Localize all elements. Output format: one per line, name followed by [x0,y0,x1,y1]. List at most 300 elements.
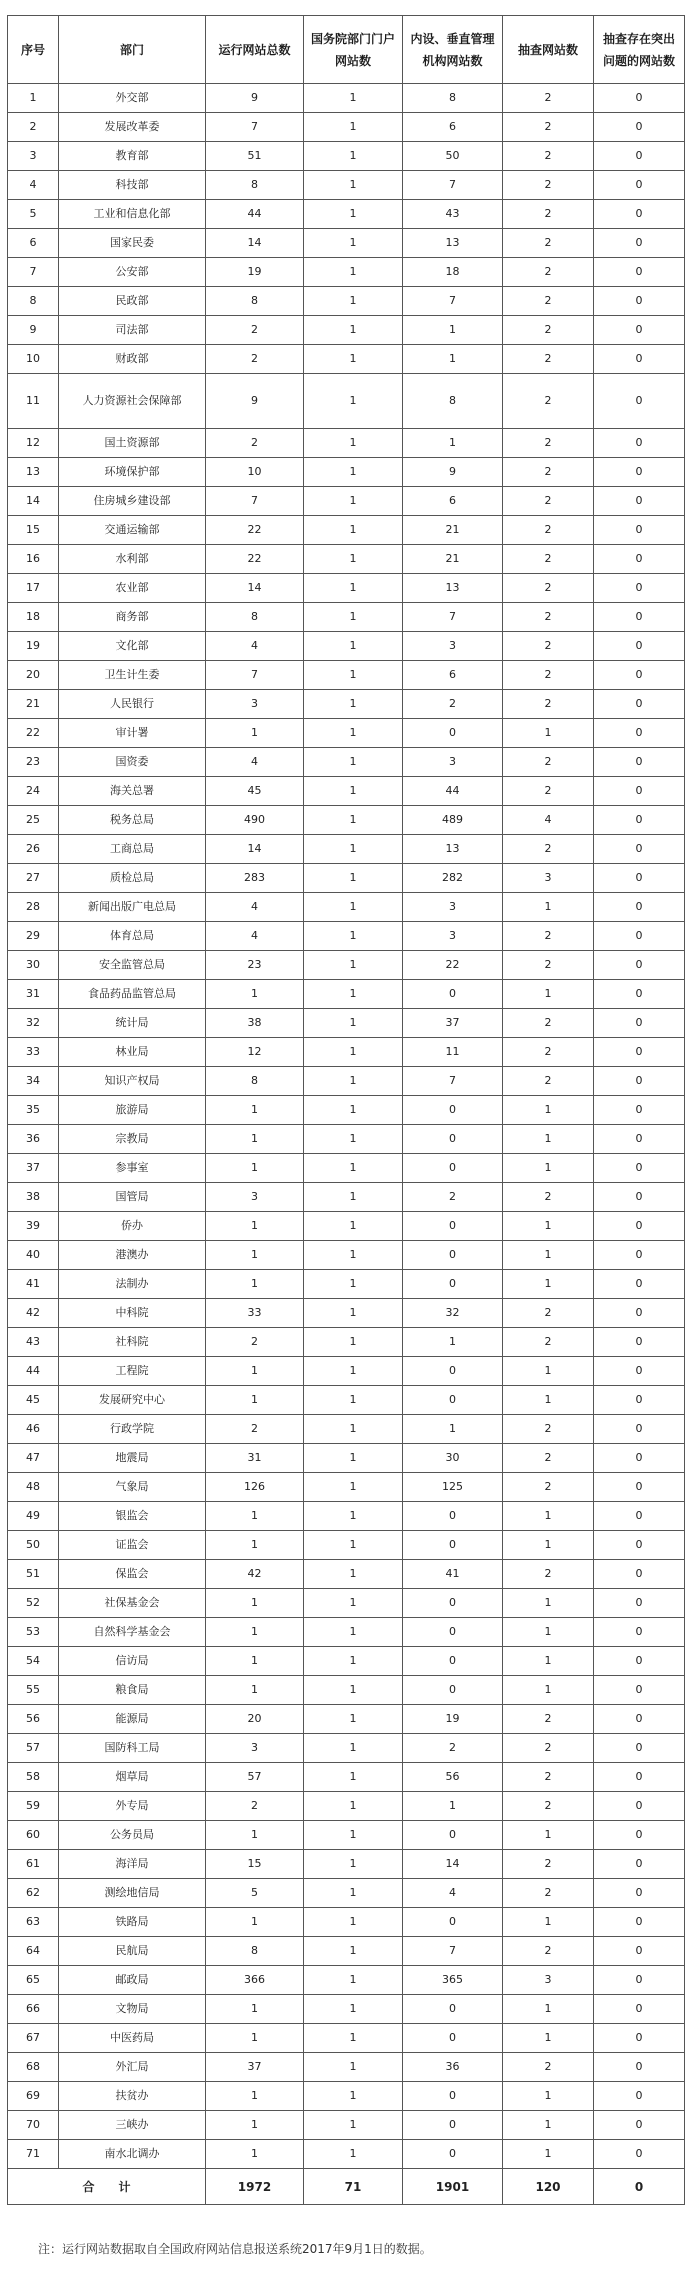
cell-running-sites: 23 [206,951,304,980]
cell-sampled-sites: 1 [503,1531,594,1560]
cell-subordinate-sites: 0 [403,2140,503,2169]
cell-portal-sites: 1 [304,1473,403,1502]
header-running-sites: 运行网站总数 [206,16,304,84]
cell-running-sites: 1 [206,1125,304,1154]
table-row [8,632,685,661]
cell-subordinate-sites: 125 [403,1473,503,1502]
table-footer [8,2169,685,2205]
cell-index: 10 [8,345,59,374]
cell-index: 1 [8,84,59,113]
cell-running-sites: 14 [206,229,304,258]
cell-portal-sites: 1 [304,1850,403,1879]
cell-problem-sites: 0 [594,1676,685,1705]
cell-department: 公务员局 [59,1821,206,1850]
cell-index: 3 [8,142,59,171]
cell-portal-sites: 1 [304,1937,403,1966]
cell-index: 23 [8,748,59,777]
cell-department: 新闻出版广电总局 [59,893,206,922]
cell-subordinate-sites: 0 [403,1676,503,1705]
cell-sampled-sites: 1 [503,1908,594,1937]
cell-portal-sites: 1 [304,1502,403,1531]
table-row [8,1966,685,1995]
cell-subordinate-sites: 6 [403,113,503,142]
table-row [8,1618,685,1647]
cell-index: 11 [8,374,59,429]
cell-index: 65 [8,1966,59,1995]
cell-department: 科技部 [59,171,206,200]
cell-subordinate-sites: 36 [403,2053,503,2082]
cell-index: 26 [8,835,59,864]
cell-subordinate-sites: 1 [403,345,503,374]
cell-running-sites: 9 [206,84,304,113]
cell-department: 银监会 [59,1502,206,1531]
cell-department: 民航局 [59,1937,206,1966]
cell-problem-sites: 0 [594,1937,685,1966]
total-sampled-sites: 120 [503,2169,594,2205]
table-row [8,1125,685,1154]
cell-department: 南水北调办 [59,2140,206,2169]
table-row [8,1531,685,1560]
cell-index: 62 [8,1879,59,1908]
table-row [8,2140,685,2169]
cell-index: 41 [8,1270,59,1299]
table-row [8,574,685,603]
cell-portal-sites: 1 [304,1618,403,1647]
cell-department: 中科院 [59,1299,206,1328]
table-row [8,374,685,429]
cell-portal-sites: 1 [304,229,403,258]
cell-sampled-sites: 2 [503,1850,594,1879]
table-row [8,2053,685,2082]
cell-running-sites: 4 [206,893,304,922]
total-problem-sites: 0 [594,2169,685,2205]
cell-portal-sites: 1 [304,1589,403,1618]
table-row [8,777,685,806]
cell-department: 工业和信息化部 [59,200,206,229]
cell-subordinate-sites: 7 [403,287,503,316]
cell-subordinate-sites: 0 [403,1589,503,1618]
table-row [8,835,685,864]
cell-index: 49 [8,1502,59,1531]
cell-portal-sites: 1 [304,2053,403,2082]
cell-portal-sites: 1 [304,1705,403,1734]
cell-index: 19 [8,632,59,661]
cell-subordinate-sites: 14 [403,1850,503,1879]
cell-running-sites: 31 [206,1444,304,1473]
cell-problem-sites: 0 [594,603,685,632]
cell-department: 发展研究中心 [59,1386,206,1415]
cell-problem-sites: 0 [594,1705,685,1734]
cell-department: 参事室 [59,1154,206,1183]
cell-subordinate-sites: 32 [403,1299,503,1328]
cell-problem-sites: 0 [594,258,685,287]
cell-portal-sites: 1 [304,287,403,316]
cell-running-sites: 51 [206,142,304,171]
cell-running-sites: 1 [206,2082,304,2111]
cell-department: 国家民委 [59,229,206,258]
table-row [8,1038,685,1067]
cell-department: 人民银行 [59,690,206,719]
cell-running-sites: 2 [206,1415,304,1444]
table-row [8,258,685,287]
cell-subordinate-sites: 2 [403,1183,503,1212]
cell-sampled-sites: 2 [503,458,594,487]
table-row [8,84,685,113]
cell-index: 4 [8,171,59,200]
cell-sampled-sites: 2 [503,287,594,316]
cell-subordinate-sites: 6 [403,487,503,516]
cell-sampled-sites: 1 [503,1241,594,1270]
cell-problem-sites: 0 [594,1444,685,1473]
cell-running-sites: 2 [206,345,304,374]
total-label: 合 计 [8,2169,206,2205]
cell-department: 地震局 [59,1444,206,1473]
cell-department: 自然科学基金会 [59,1618,206,1647]
cell-running-sites: 22 [206,545,304,574]
cell-problem-sites: 0 [594,1357,685,1386]
table-row [8,1444,685,1473]
cell-subordinate-sites: 0 [403,1154,503,1183]
cell-problem-sites: 0 [594,893,685,922]
cell-portal-sites: 1 [304,1763,403,1792]
cell-index: 5 [8,200,59,229]
cell-running-sites: 2 [206,1328,304,1357]
cell-problem-sites: 0 [594,2140,685,2169]
cell-problem-sites: 0 [594,545,685,574]
cell-sampled-sites: 1 [503,1386,594,1415]
cell-problem-sites: 0 [594,1850,685,1879]
cell-portal-sites: 1 [304,1096,403,1125]
cell-index: 42 [8,1299,59,1328]
footnote: 注：运行网站数据取自全国政府网站信息报送系统2017年9月1日的数据。 [38,2242,432,2256]
cell-department: 商务部 [59,603,206,632]
cell-running-sites: 283 [206,864,304,893]
cell-running-sites: 8 [206,603,304,632]
cell-portal-sites: 1 [304,545,403,574]
cell-problem-sites: 0 [594,864,685,893]
table-row [8,1792,685,1821]
cell-department: 港澳办 [59,1241,206,1270]
cell-running-sites: 1 [206,1212,304,1241]
cell-sampled-sites: 2 [503,84,594,113]
cell-problem-sites: 0 [594,113,685,142]
cell-subordinate-sites: 0 [403,1647,503,1676]
cell-problem-sites: 0 [594,1038,685,1067]
cell-department: 司法部 [59,316,206,345]
cell-index: 38 [8,1183,59,1212]
cell-subordinate-sites: 2 [403,690,503,719]
cell-portal-sites: 1 [304,1415,403,1444]
cell-running-sites: 5 [206,1879,304,1908]
cell-index: 24 [8,777,59,806]
cell-index: 59 [8,1792,59,1821]
cell-index: 61 [8,1850,59,1879]
cell-problem-sites: 0 [594,1125,685,1154]
cell-portal-sites: 1 [304,1531,403,1560]
cell-subordinate-sites: 8 [403,84,503,113]
table-row [8,748,685,777]
cell-portal-sites: 1 [304,1212,403,1241]
cell-portal-sites: 1 [304,951,403,980]
cell-department: 体育总局 [59,922,206,951]
cell-sampled-sites: 1 [503,1618,594,1647]
cell-index: 15 [8,516,59,545]
cell-running-sites: 1 [206,1096,304,1125]
cell-department: 国管局 [59,1183,206,1212]
cell-sampled-sites: 2 [503,2053,594,2082]
cell-subordinate-sites: 2 [403,1734,503,1763]
cell-problem-sites: 0 [594,922,685,951]
cell-index: 12 [8,429,59,458]
cell-subordinate-sites: 0 [403,2111,503,2140]
cell-portal-sites: 1 [304,1328,403,1357]
cell-running-sites: 22 [206,516,304,545]
cell-problem-sites: 0 [594,1734,685,1763]
cell-running-sites: 33 [206,1299,304,1328]
cell-portal-sites: 1 [304,835,403,864]
table-row [8,1386,685,1415]
cell-index: 31 [8,980,59,1009]
cell-portal-sites: 1 [304,1676,403,1705]
cell-portal-sites: 1 [304,374,403,429]
cell-subordinate-sites: 3 [403,893,503,922]
cell-sampled-sites: 1 [503,1995,594,2024]
cell-problem-sites: 0 [594,1009,685,1038]
cell-index: 21 [8,690,59,719]
cell-department: 保监会 [59,1560,206,1589]
table-row [8,429,685,458]
cell-problem-sites: 0 [594,487,685,516]
table-row [8,1995,685,2024]
cell-sampled-sites: 2 [503,835,594,864]
cell-index: 47 [8,1444,59,1473]
cell-index: 28 [8,893,59,922]
table-row [8,142,685,171]
cell-portal-sites: 1 [304,1009,403,1038]
cell-subordinate-sites: 1 [403,1792,503,1821]
cell-running-sites: 57 [206,1763,304,1792]
cell-problem-sites: 0 [594,1763,685,1792]
cell-index: 2 [8,113,59,142]
table-row [8,1328,685,1357]
cell-department: 海洋局 [59,1850,206,1879]
cell-sampled-sites: 2 [503,229,594,258]
cell-running-sites: 1 [206,1647,304,1676]
cell-department: 统计局 [59,1009,206,1038]
cell-sampled-sites: 1 [503,893,594,922]
cell-portal-sites: 1 [304,661,403,690]
cell-sampled-sites: 1 [503,719,594,748]
cell-department: 气象局 [59,1473,206,1502]
cell-running-sites: 1 [206,1908,304,1937]
cell-department: 发展改革委 [59,113,206,142]
cell-sampled-sites: 2 [503,1734,594,1763]
cell-subordinate-sites: 0 [403,1386,503,1415]
cell-portal-sites: 1 [304,893,403,922]
header-row [8,16,685,84]
cell-portal-sites: 1 [304,2140,403,2169]
cell-department: 粮食局 [59,1676,206,1705]
cell-problem-sites: 0 [594,316,685,345]
table-row [8,516,685,545]
cell-problem-sites: 0 [594,2111,685,2140]
cell-problem-sites: 0 [594,1212,685,1241]
cell-index: 33 [8,1038,59,1067]
cell-sampled-sites: 2 [503,1299,594,1328]
cell-subordinate-sites: 0 [403,719,503,748]
cell-department: 农业部 [59,574,206,603]
total-running-sites: 1972 [206,2169,304,2205]
cell-portal-sites: 1 [304,1879,403,1908]
cell-portal-sites: 1 [304,516,403,545]
total-row [8,2169,685,2205]
cell-sampled-sites: 2 [503,200,594,229]
cell-problem-sites: 0 [594,1473,685,1502]
cell-problem-sites: 0 [594,835,685,864]
cell-index: 29 [8,922,59,951]
table-row [8,200,685,229]
cell-portal-sites: 1 [304,1908,403,1937]
cell-department: 食品药品监管总局 [59,980,206,1009]
cell-department: 住房城乡建设部 [59,487,206,516]
cell-sampled-sites: 2 [503,1009,594,1038]
cell-running-sites: 38 [206,1009,304,1038]
cell-portal-sites: 1 [304,200,403,229]
cell-running-sites: 4 [206,922,304,951]
cell-problem-sites: 0 [594,171,685,200]
cell-subordinate-sites: 37 [403,1009,503,1038]
cell-portal-sites: 1 [304,922,403,951]
cell-problem-sites: 0 [594,1531,685,1560]
cell-department: 法制办 [59,1270,206,1299]
cell-sampled-sites: 2 [503,1067,594,1096]
cell-running-sites: 7 [206,487,304,516]
cell-index: 44 [8,1357,59,1386]
cell-department: 宗教局 [59,1125,206,1154]
cell-running-sites: 20 [206,1705,304,1734]
cell-sampled-sites: 2 [503,316,594,345]
table-row [8,661,685,690]
cell-running-sites: 1 [206,719,304,748]
cell-department: 审计署 [59,719,206,748]
cell-subordinate-sites: 43 [403,200,503,229]
cell-department: 工商总局 [59,835,206,864]
cell-sampled-sites: 1 [503,2111,594,2140]
cell-department: 海关总署 [59,777,206,806]
cell-portal-sites: 1 [304,171,403,200]
cell-sampled-sites: 2 [503,777,594,806]
cell-portal-sites: 1 [304,1560,403,1589]
cell-running-sites: 1 [206,1270,304,1299]
table-row [8,229,685,258]
table-row [8,1676,685,1705]
cell-problem-sites: 0 [594,1966,685,1995]
cell-department: 铁路局 [59,1908,206,1937]
cell-index: 51 [8,1560,59,1589]
cell-running-sites: 14 [206,574,304,603]
cell-running-sites: 45 [206,777,304,806]
cell-running-sites: 19 [206,258,304,287]
cell-problem-sites: 0 [594,719,685,748]
cell-sampled-sites: 2 [503,516,594,545]
table-row [8,1647,685,1676]
cell-department: 国土资源部 [59,429,206,458]
cell-portal-sites: 1 [304,429,403,458]
cell-running-sites: 8 [206,1067,304,1096]
cell-running-sites: 12 [206,1038,304,1067]
cell-subordinate-sites: 0 [403,2082,503,2111]
cell-department: 旅游局 [59,1096,206,1125]
table-row [8,1821,685,1850]
table-row [8,1183,685,1212]
cell-subordinate-sites: 50 [403,142,503,171]
cell-subordinate-sites: 0 [403,1357,503,1386]
cell-portal-sites: 1 [304,113,403,142]
cell-portal-sites: 1 [304,2024,403,2053]
cell-portal-sites: 1 [304,1734,403,1763]
table-body [8,84,685,2169]
cell-sampled-sites: 1 [503,2082,594,2111]
cell-department: 文物局 [59,1995,206,2024]
cell-sampled-sites: 2 [503,690,594,719]
cell-department: 烟草局 [59,1763,206,1792]
cell-problem-sites: 0 [594,1618,685,1647]
cell-subordinate-sites: 22 [403,951,503,980]
cell-department: 人力资源社会保障部 [59,374,206,429]
cell-running-sites: 1 [206,1589,304,1618]
cell-subordinate-sites: 0 [403,1270,503,1299]
cell-problem-sites: 0 [594,1502,685,1531]
cell-problem-sites: 0 [594,1589,685,1618]
cell-problem-sites: 0 [594,1154,685,1183]
cell-running-sites: 37 [206,2053,304,2082]
header-portal-sites: 国务院部门门户网站数 [304,16,403,84]
cell-problem-sites: 0 [594,1386,685,1415]
cell-problem-sites: 0 [594,1647,685,1676]
cell-subordinate-sites: 0 [403,1531,503,1560]
cell-department: 信访局 [59,1647,206,1676]
table-row [8,1212,685,1241]
table-row [8,1415,685,1444]
cell-running-sites: 1 [206,2111,304,2140]
cell-running-sites: 14 [206,835,304,864]
cell-sampled-sites: 1 [503,1821,594,1850]
cell-index: 57 [8,1734,59,1763]
cell-portal-sites: 1 [304,2082,403,2111]
cell-subordinate-sites: 7 [403,171,503,200]
cell-problem-sites: 0 [594,1270,685,1299]
cell-portal-sites: 1 [304,1995,403,2024]
cell-index: 69 [8,2082,59,2111]
cell-sampled-sites: 1 [503,2140,594,2169]
cell-index: 30 [8,951,59,980]
cell-sampled-sites: 1 [503,980,594,1009]
cell-sampled-sites: 1 [503,1154,594,1183]
cell-sampled-sites: 4 [503,806,594,835]
cell-problem-sites: 0 [594,777,685,806]
cell-problem-sites: 0 [594,1328,685,1357]
cell-sampled-sites: 2 [503,661,594,690]
cell-index: 67 [8,2024,59,2053]
cell-sampled-sites: 2 [503,1183,594,1212]
cell-sampled-sites: 2 [503,171,594,200]
cell-subordinate-sites: 0 [403,1502,503,1531]
cell-problem-sites: 0 [594,374,685,429]
cell-running-sites: 4 [206,748,304,777]
cell-portal-sites: 1 [304,1821,403,1850]
cell-department: 国资委 [59,748,206,777]
table-row [8,951,685,980]
